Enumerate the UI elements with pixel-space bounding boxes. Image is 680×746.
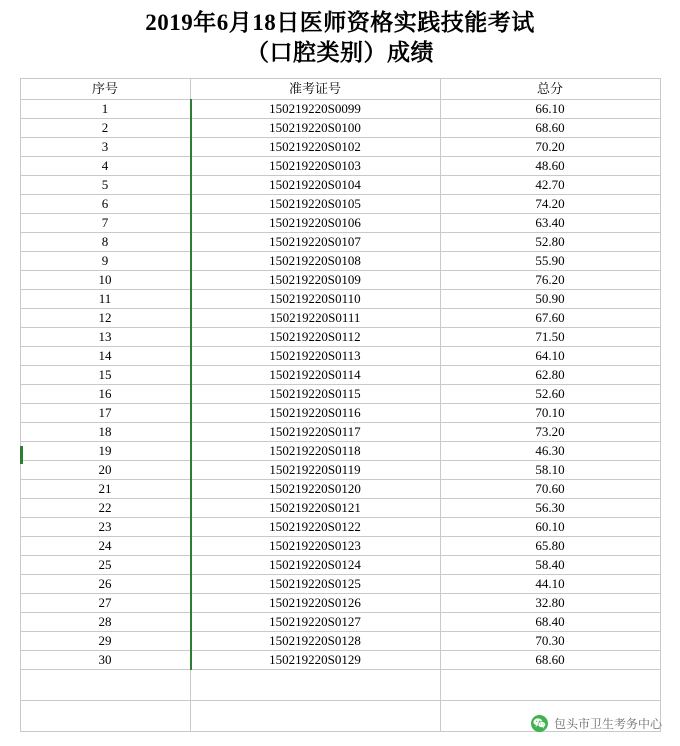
table-row (20, 423, 660, 442)
cell-score: 48.60 (440, 157, 660, 176)
cell-id: 150219220S0104 (190, 176, 440, 195)
cell-index: 23 (20, 518, 190, 537)
table-row (20, 613, 660, 632)
cell-index: 22 (20, 499, 190, 518)
table-row (20, 461, 660, 480)
table-row (20, 537, 660, 556)
cell-score: 68.60 (440, 651, 660, 670)
cell-id: 150219220S0122 (190, 518, 440, 537)
cell-index: 13 (20, 328, 190, 347)
cell-id: 150219220S0102 (190, 138, 440, 157)
cell-score: 70.30 (440, 632, 660, 651)
cell-index: 20 (20, 461, 190, 480)
cell-index: 26 (20, 575, 190, 594)
document-title (0, 0, 680, 72)
grades-table (20, 78, 661, 732)
cell-score (440, 670, 660, 701)
cell-score: 55.90 (440, 252, 660, 271)
cell-index: 21 (20, 480, 190, 499)
cell-id: 150219220S0112 (190, 328, 440, 347)
table-row (20, 309, 660, 328)
cell-id: 150219220S0121 (190, 499, 440, 518)
table-row (20, 138, 660, 157)
table-row (20, 100, 660, 119)
cell-id: 150219220S0116 (190, 404, 440, 423)
cell-index: 25 (20, 556, 190, 575)
cell-score: 70.60 (440, 480, 660, 499)
cell-id: 150219220S0123 (190, 537, 440, 556)
cell-index: 14 (20, 347, 190, 366)
cell-index: 8 (20, 233, 190, 252)
table-row (20, 119, 660, 138)
cell-id: 150219220S0115 (190, 385, 440, 404)
table-body (20, 100, 660, 732)
table-row (20, 518, 660, 537)
cell-index: 6 (20, 195, 190, 214)
cell-id: 150219220S0114 (190, 366, 440, 385)
cell-index: 1 (20, 100, 190, 119)
cell-index: 10 (20, 271, 190, 290)
table-row (20, 651, 660, 670)
cell-index: 4 (20, 157, 190, 176)
cell-index: 28 (20, 613, 190, 632)
cell-id: 150219220S0113 (190, 347, 440, 366)
table-row (20, 328, 660, 347)
cell-id: 150219220S0107 (190, 233, 440, 252)
cell-id: 150219220S0110 (190, 290, 440, 309)
title-line-2: （口腔类别）成绩 (246, 40, 434, 65)
cell-score: 46.30 (440, 442, 660, 461)
cell-score: 62.80 (440, 366, 660, 385)
table-row (20, 556, 660, 575)
cell-score: 52.80 (440, 233, 660, 252)
table-row (20, 366, 660, 385)
table-row (20, 385, 660, 404)
table-row (20, 442, 660, 461)
cell-score: 58.10 (440, 461, 660, 480)
cell-id (190, 670, 440, 701)
cell-score: 63.40 (440, 214, 660, 233)
cell-id: 150219220S0119 (190, 461, 440, 480)
cell-score: 60.10 (440, 518, 660, 537)
cell-index: 18 (20, 423, 190, 442)
cell-score: 56.30 (440, 499, 660, 518)
cell-id: 150219220S0117 (190, 423, 440, 442)
cell-id (190, 701, 440, 732)
cell-id: 150219220S0126 (190, 594, 440, 613)
table-row (20, 195, 660, 214)
table-row (20, 271, 660, 290)
cell-index (20, 701, 190, 732)
cell-index: 9 (20, 252, 190, 271)
cell-index: 7 (20, 214, 190, 233)
cell-index: 12 (20, 309, 190, 328)
table-row (20, 214, 660, 233)
wechat-footer (531, 715, 662, 732)
cell-score: 73.20 (440, 423, 660, 442)
cell-index (20, 670, 190, 701)
cell-index: 29 (20, 632, 190, 651)
cell-score: 58.40 (440, 556, 660, 575)
cell-score: 52.60 (440, 385, 660, 404)
cell-score: 70.10 (440, 404, 660, 423)
table-row (20, 252, 660, 271)
cell-id: 150219220S0105 (190, 195, 440, 214)
cell-id: 150219220S0128 (190, 632, 440, 651)
table-row (20, 499, 660, 518)
cell-score: 68.60 (440, 119, 660, 138)
cell-score: 71.50 (440, 328, 660, 347)
wechat-icon (531, 715, 548, 732)
title-line-1: 2019年6月18日医师资格实践技能考试 (145, 10, 535, 35)
table-row (20, 290, 660, 309)
cell-id: 150219220S0108 (190, 252, 440, 271)
cell-index: 3 (20, 138, 190, 157)
cell-index: 2 (20, 119, 190, 138)
cell-index: 27 (20, 594, 190, 613)
left-edge-marker (20, 446, 23, 464)
column-header-id: 准考证号 (190, 79, 440, 100)
table-row (20, 632, 660, 651)
table-row (20, 575, 660, 594)
cell-index: 17 (20, 404, 190, 423)
cell-id: 150219220S0129 (190, 651, 440, 670)
cell-index: 16 (20, 385, 190, 404)
column-header-index: 序号 (20, 79, 190, 100)
cell-index: 11 (20, 290, 190, 309)
cell-id: 150219220S0103 (190, 157, 440, 176)
cell-id: 150219220S0106 (190, 214, 440, 233)
cell-id: 150219220S0109 (190, 271, 440, 290)
table-header-row (20, 79, 660, 100)
table-row (20, 176, 660, 195)
table-row (20, 404, 660, 423)
cell-id: 150219220S0099 (190, 100, 440, 119)
table-row (20, 347, 660, 366)
cell-score: 76.20 (440, 271, 660, 290)
cell-index: 19 (20, 442, 190, 461)
cell-id: 150219220S0124 (190, 556, 440, 575)
table-row (20, 594, 660, 613)
cell-id: 150219220S0127 (190, 613, 440, 632)
table-row-empty (20, 670, 660, 701)
cell-score: 32.80 (440, 594, 660, 613)
table-row (20, 157, 660, 176)
cell-score: 70.20 (440, 138, 660, 157)
cell-score: 67.60 (440, 309, 660, 328)
cell-index: 30 (20, 651, 190, 670)
cell-id: 150219220S0111 (190, 309, 440, 328)
cell-id: 150219220S0100 (190, 119, 440, 138)
wechat-account-name: 包头市卫生考务中心 (553, 717, 662, 731)
cell-score: 42.70 (440, 176, 660, 195)
cell-id: 150219220S0125 (190, 575, 440, 594)
cell-id: 150219220S0118 (190, 442, 440, 461)
cell-index: 5 (20, 176, 190, 195)
column-header-score: 总分 (440, 79, 660, 100)
cell-score: 44.10 (440, 575, 660, 594)
table-row (20, 480, 660, 499)
cell-index: 15 (20, 366, 190, 385)
cell-score: 68.40 (440, 613, 660, 632)
cell-score: 50.90 (440, 290, 660, 309)
cell-id: 150219220S0120 (190, 480, 440, 499)
cell-score: 65.80 (440, 537, 660, 556)
cell-score: 64.10 (440, 347, 660, 366)
cell-score: 74.20 (440, 195, 660, 214)
cell-index: 24 (20, 537, 190, 556)
table-row (20, 233, 660, 252)
cell-score: 66.10 (440, 100, 660, 119)
